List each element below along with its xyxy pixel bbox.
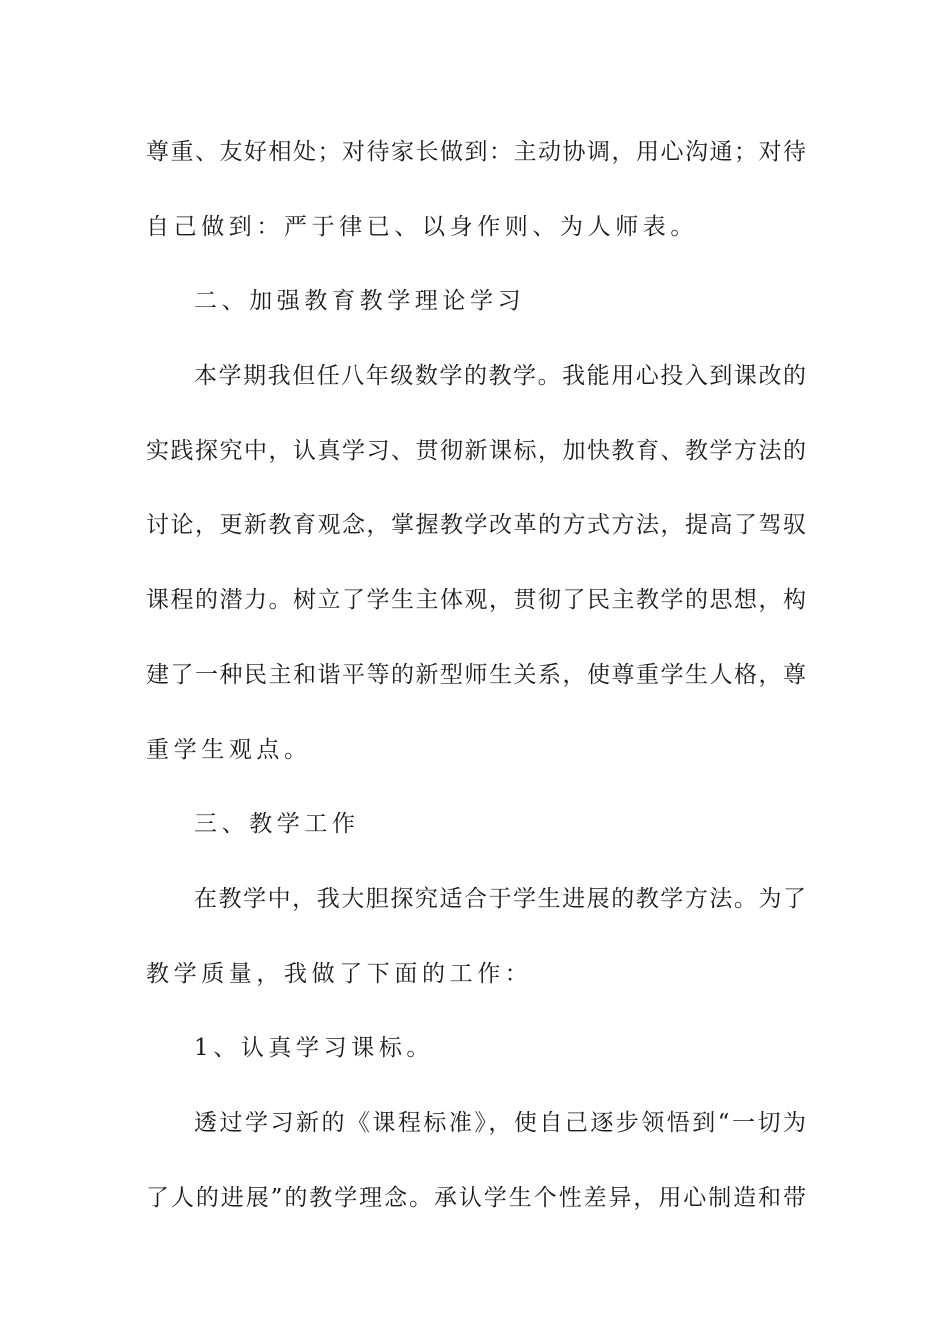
text-line: 在教学中，我大胆探究适合于学生进展的教学方法。为了 xyxy=(194,885,806,912)
text-line: 教学质量，我做了下面的工作： xyxy=(146,960,533,987)
text-line: 课程的潜力。树立了学生主体观，贯彻了民主教学的思想，构 xyxy=(146,587,806,614)
text-line: 自己做到：严于律已、以身作则、为人师表。 xyxy=(146,213,698,240)
text-line: 了人的进展”的教学理念。承认学生个性差异，用心制造和带 xyxy=(146,1184,806,1211)
text-line: 透过学习新的《课程标准》，使自己逐步领悟到“一切为 xyxy=(194,1109,806,1136)
text-line: 重学生观点。 xyxy=(146,736,312,763)
text-line: 尊重、友好相处；对待家长做到：主动协调，用心沟通；对待 xyxy=(146,139,806,165)
text-line: 本学期我但任八年级数学的教学。我能用心投入到课改的 xyxy=(194,363,806,390)
section-heading: 二、加强教育教学理论学习 xyxy=(194,288,526,315)
text-line: 实践探究中，认真学习、贯彻新课标，加快教育、教学方法的 xyxy=(146,437,806,464)
text-line: 讨论，更新教育观念，掌握教学改革的方式方法，提高了驾驭 xyxy=(146,512,806,539)
sub-heading: 1、认真学习课标。 xyxy=(194,1035,435,1062)
text-line: 建了一种民主和谐平等的新型师生关系，使尊重学生人格，尊 xyxy=(146,661,806,688)
document-body xyxy=(146,132,806,1252)
section-heading: 三、教学工作 xyxy=(194,811,360,838)
